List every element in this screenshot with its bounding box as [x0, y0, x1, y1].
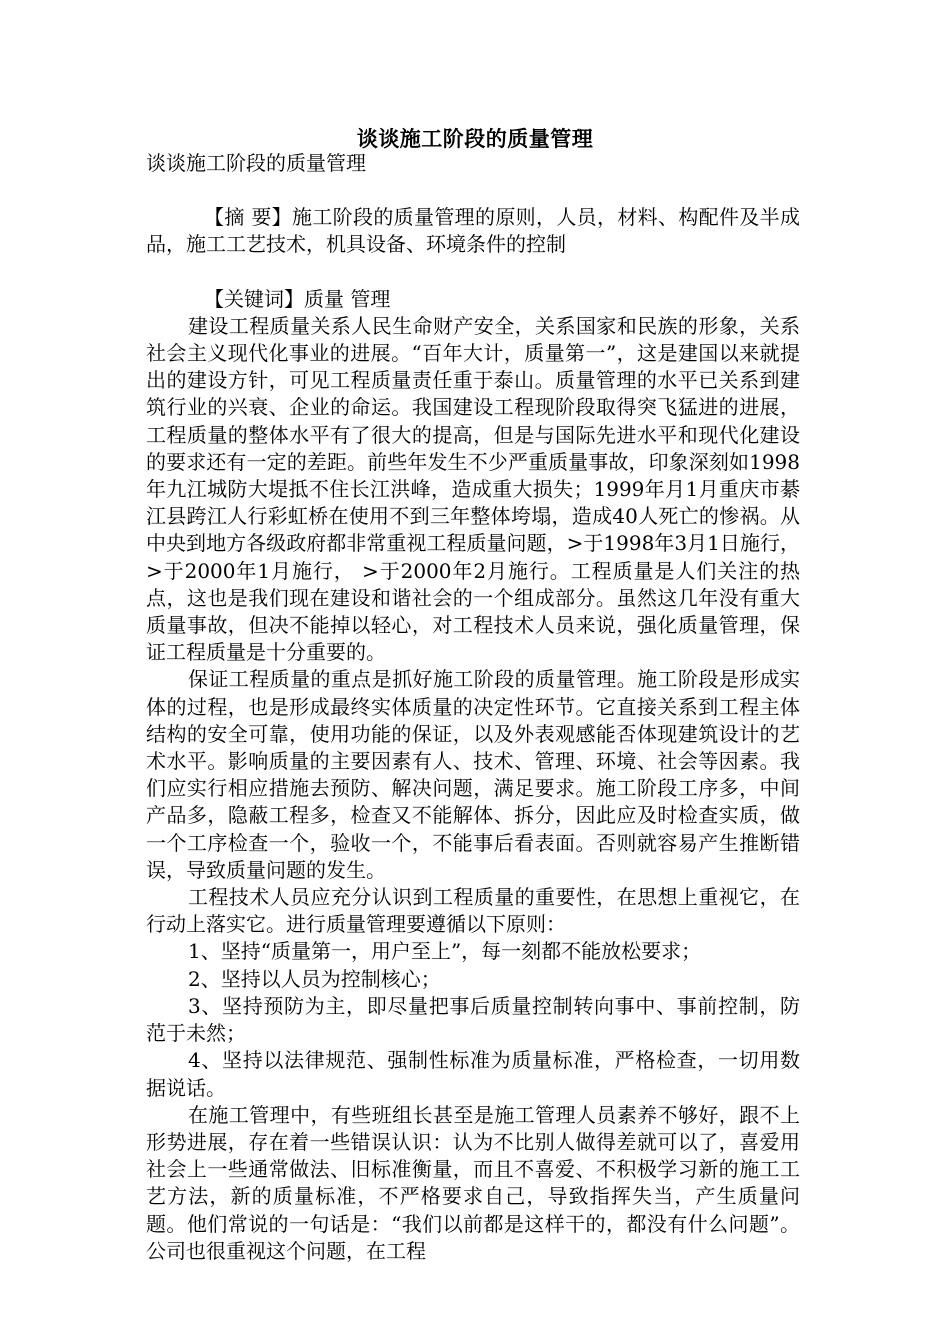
keywords-paragraph: 【关键词】质量 管理 [204, 286, 391, 311]
document-title: 谈谈施工阶段的质量管理 [356, 126, 594, 151]
principle-item-4: 4、坚持以法律规范、强制性标准为质量标准，严格检查，一切用数据说话。 [146, 1048, 800, 1100]
principle-item-3: 3、坚持预防为主，即尽量把事后质量控制转向事中、事前控制，防范于未然； [146, 993, 800, 1046]
blank-line [146, 259, 800, 286]
abstract-paragraph: 【摘 要】施工阶段的质量管理的原则，人员，材料、构配件及半成品，施工工艺技术，机具设备、环境条件的控制 [146, 205, 800, 257]
body-paragraph-4: 在施工管理中，有些班组长甚至是施工管理人员素养不够好，跟不上形势进展，存在着一些错误认识：认为不比别人做得差就可以了，喜爱用社会上一些通常做法、旧标准衡量，而且不喜爱、不积极学习新的施工工艺方法，新的质量标准，不严格要求自己，导致指挥失当，产生质量问题。他们常说的一句话是：“我们以前都是这样干的，都没有什么问题”。公司也很重视这个问题，在工程 [146, 1102, 800, 1263]
body-paragraph-3: 工程技术人员应充分认识到工程质量的重要性，在思想上重视它，在行动上落实它。进行质量管理要遵循以下原则： [146, 885, 800, 937]
principle-item-2: 2、坚持以人员为控制核心； [188, 966, 441, 991]
body-paragraph-2: 保证工程质量的重点是抓好施工阶段的质量管理。施工阶段是形成实体的过程，也是形成最终实体质量的决定性环节。它直接关系到工程主体结构的安全可靠，使用功能的保证，以及外表观感能否体现建筑设计的艺术水平。影响质量的主要因素有人、技术、管理、环境、社会等因素。我们应实行相应措施去预防、解决问题，满足要求。施工阶段工序多，中间产品多，隐蔽工程多，检查又不能解体、拆分，因此应及时检查实质，做一个工序检查一个，验收一个，不能事后看表面。否则就容易产生推断错误，导致质量问题的发生。 [146, 667, 800, 882]
body-paragraph-1: 建设工程质量关系人民生命财产安全，关系国家和民族的形象，关系社会主义现代化事业的进展。“百年大计，质量第一”，这是建国以来就提出的建设方针，可见工程质量责任重于泰山。质量管理的水平已关系到建筑行业的兴衰、企业的命运。我国建设工程现阶段取得突飞猛进的进展，工程质量的整体水平有了很大的提高，但是与国际先进水平和现代化建设的要求还有一定的差距。前些年发生不少严重质量事故，印象深刻如1998年九江城防大堤抵不住长江洪峰，造成重大损失；1999年月1月重庆市綦江县跨江人行彩虹桥在使用不到三年整体垮塌，造成40人死亡的惨祸。从中央到地方各级政府都非常重视工程质量问题，>于1998年3月1日施行，>于2000年1月施行， >于2000年2月施行。工程质量是人们关注的热点，这也是我们现在建设和谐社会的一个组成部分。虽然这几年没有重大质量事故，但决不能掉以轻心，对工程技术人员来说，强化质量管理，保证工程质量是十分重要的。 [146, 313, 800, 665]
principle-item-1: 1、坚持“质量第一，用户至上”，每一刻都不能放松要求； [188, 939, 702, 964]
document-subtitle: 谈谈施工阶段的质量管理 [146, 151, 366, 175]
blank-line [146, 177, 800, 204]
document-body [146, 150, 800, 1265]
